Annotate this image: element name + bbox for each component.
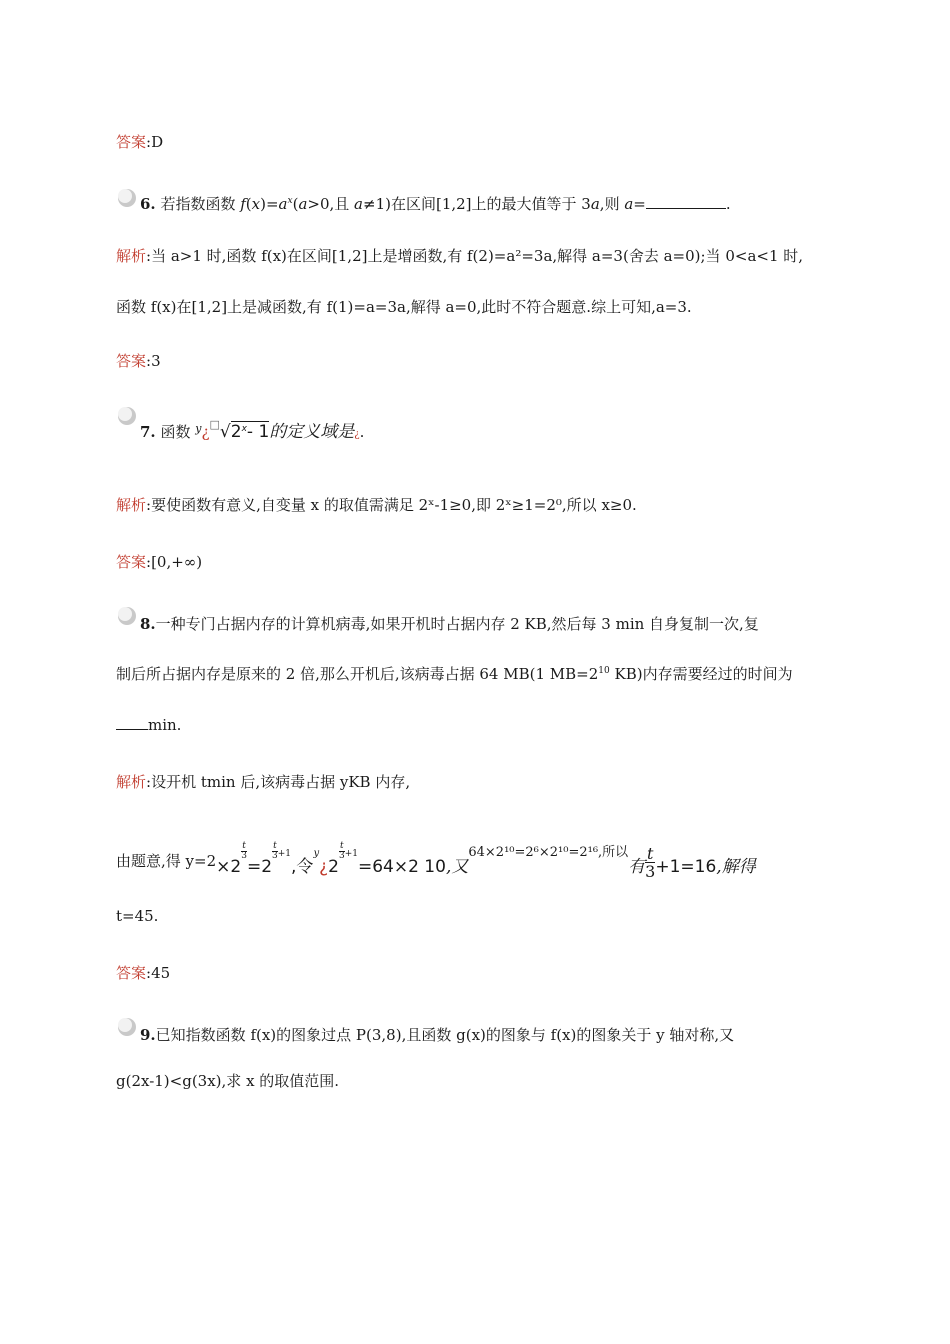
answer-blank[interactable] bbox=[116, 715, 148, 730]
answer-line bbox=[116, 131, 163, 153]
frac-num: t bbox=[340, 841, 344, 851]
q7-text: 函数 bbox=[160, 423, 196, 441]
result-text: t=45. bbox=[116, 907, 159, 925]
q6-a4: a bbox=[590, 195, 600, 213]
mid-text: 64×2¹⁰=2⁶×2¹⁰=2¹⁶,所以 bbox=[468, 845, 629, 860]
q8-text: KB)内存需要经过的时间为 bbox=[609, 665, 793, 683]
q8-text: 一种专门占据内存的计算机病毒,如果开机时占据内存 2 KB,然后每 3 min 自身复制一次,复 bbox=[155, 615, 759, 633]
answer-7 bbox=[116, 551, 202, 573]
ling: ,令 bbox=[291, 857, 314, 877]
solution-6-line2 bbox=[116, 296, 692, 318]
q6-paren2: ( bbox=[292, 195, 299, 213]
q7-sup: x bbox=[241, 424, 247, 434]
answer-label: 答案 bbox=[116, 133, 147, 151]
solution-6-line1 bbox=[116, 245, 803, 267]
question-number: 7. bbox=[140, 423, 156, 441]
q6-cond: >0,且 bbox=[307, 195, 355, 213]
frac-num: t bbox=[242, 841, 246, 851]
q6-fx: f bbox=[240, 195, 246, 213]
answer-label: 答案 bbox=[116, 352, 147, 370]
question-8-line2 bbox=[116, 663, 793, 685]
eq-times bbox=[216, 857, 241, 877]
you: ,又 bbox=[445, 857, 469, 877]
eq-sign: = bbox=[246, 857, 262, 877]
q7-tail: 的定义域是 bbox=[269, 422, 355, 442]
q9-text: 已知指数函数 f(x)的图象过点 P(3,8),且函数 g(x)的图象与 f(x)的图象关于 y 轴对称,又 bbox=[155, 1026, 735, 1044]
solution-7 bbox=[116, 494, 637, 516]
base-two: 2 bbox=[328, 857, 339, 877]
question-number: 8. bbox=[140, 615, 156, 633]
answer-label: 答案 bbox=[116, 553, 147, 571]
jiede: ,解得 bbox=[716, 857, 756, 877]
q6-a3: a bbox=[354, 195, 363, 213]
solution-text: :设开机 tmin 后,该病毒占据 yKB 内存, bbox=[146, 773, 411, 791]
question-marker-icon bbox=[116, 1016, 138, 1038]
solution-text: 函数 f(x)在[1,2]上是减函数,有 f(1)=a=3a,解得 a=0,此时不符合题意.综上可知,a=3. bbox=[116, 298, 692, 316]
solution-text: :要使函数有意义,自变量 x 的取值需满足 2ˣ-1≥0,即 2ˣ≥1=2⁰,所以 x≥0. bbox=[146, 496, 637, 514]
question-9-line1 bbox=[140, 1024, 734, 1046]
you2: 有 bbox=[628, 857, 646, 877]
solution-8-line1 bbox=[116, 771, 410, 793]
exp-plus: +1 bbox=[344, 849, 358, 859]
y-var: y bbox=[313, 848, 320, 859]
q7-y: y bbox=[195, 422, 202, 435]
answer-value: :D bbox=[146, 133, 164, 151]
answer-value: :[0,+∞) bbox=[146, 553, 203, 571]
q6-end: . bbox=[725, 195, 731, 213]
question-marker-icon bbox=[116, 405, 138, 427]
question-number: 9. bbox=[140, 1026, 156, 1044]
q6-eq: )= bbox=[260, 195, 279, 213]
answer-label: 答案 bbox=[116, 964, 147, 982]
q6-interval: ≠1)在区间[1,2]上的最大值等于 3 bbox=[363, 195, 591, 213]
base-two: 2 bbox=[261, 857, 273, 877]
t-over-3 bbox=[645, 845, 655, 880]
solution-8-equation bbox=[116, 838, 756, 882]
question-8-line3 bbox=[116, 714, 181, 736]
q6-eq2: = bbox=[633, 195, 646, 213]
frac-den: 3 bbox=[241, 851, 247, 861]
q8-sup: 10 bbox=[598, 666, 610, 676]
answer-6 bbox=[116, 350, 161, 372]
eq-prefix: 由题意,得 y=2 bbox=[116, 852, 217, 870]
frac-den: 3 bbox=[338, 851, 345, 861]
solution-label: 解析 bbox=[116, 247, 147, 265]
q6-text: 若指数函数 bbox=[160, 195, 241, 213]
q6-x: x bbox=[251, 195, 261, 213]
solution-8-result bbox=[116, 905, 158, 927]
q6-a5: a bbox=[624, 195, 634, 213]
q7-minus: - 1 bbox=[246, 422, 270, 442]
q6-sup: x bbox=[287, 196, 293, 206]
frac-num: t bbox=[273, 841, 277, 851]
solution-label: 解析 bbox=[116, 773, 147, 791]
frac-den: 3 bbox=[272, 851, 278, 861]
garble: ¿ bbox=[319, 857, 329, 877]
question-8-line1 bbox=[140, 613, 759, 635]
frac-den: 3 bbox=[645, 861, 656, 881]
answer-8 bbox=[116, 962, 170, 984]
answer-blank[interactable] bbox=[646, 194, 726, 209]
q6-a2: a bbox=[298, 195, 308, 213]
q7-garble2: ¿ bbox=[354, 429, 360, 440]
solution-label: 解析 bbox=[116, 496, 147, 514]
q7-period: . bbox=[359, 423, 365, 441]
question-6 bbox=[140, 193, 731, 215]
radical: □√2$^x$- 1 bbox=[209, 418, 270, 442]
times-sign: × bbox=[216, 857, 231, 877]
question-9-line2 bbox=[116, 1070, 339, 1092]
frac-num: t bbox=[647, 843, 654, 863]
radicand: 2 bbox=[230, 422, 242, 442]
eq-64: =64×2 10 bbox=[357, 857, 446, 877]
q8-text: 制后所占据内存是原来的 2 倍,那么开机后,该病毒占据 64 MB(1 MB=2 bbox=[116, 665, 599, 683]
q6-then: ,则 bbox=[599, 195, 625, 213]
q9-text: g(2x-1)<g(3x),求 x 的取值范围. bbox=[116, 1072, 340, 1090]
question-marker-icon bbox=[116, 187, 138, 209]
q6-a: a bbox=[278, 195, 288, 213]
answer-value: :45 bbox=[146, 964, 171, 982]
question-number: 6. bbox=[140, 195, 156, 213]
q7-garble: ¿ bbox=[201, 423, 210, 441]
q6-paren: ( bbox=[245, 195, 252, 213]
question-7 bbox=[140, 414, 364, 446]
eq-16: +1=16 bbox=[655, 857, 717, 877]
answer-value: :3 bbox=[146, 352, 161, 370]
q8-text: min. bbox=[148, 716, 182, 734]
base-two: 2 bbox=[230, 857, 242, 877]
solution-text: :当 a>1 时,函数 f(x)在区间[1,2]上是增函数,有 f(2)=a²=3a,解得 a=3(舍去 a=0);当 0<a<1 时, bbox=[146, 247, 804, 265]
exp-plus: +1 bbox=[277, 849, 292, 859]
question-marker-icon bbox=[116, 605, 138, 627]
